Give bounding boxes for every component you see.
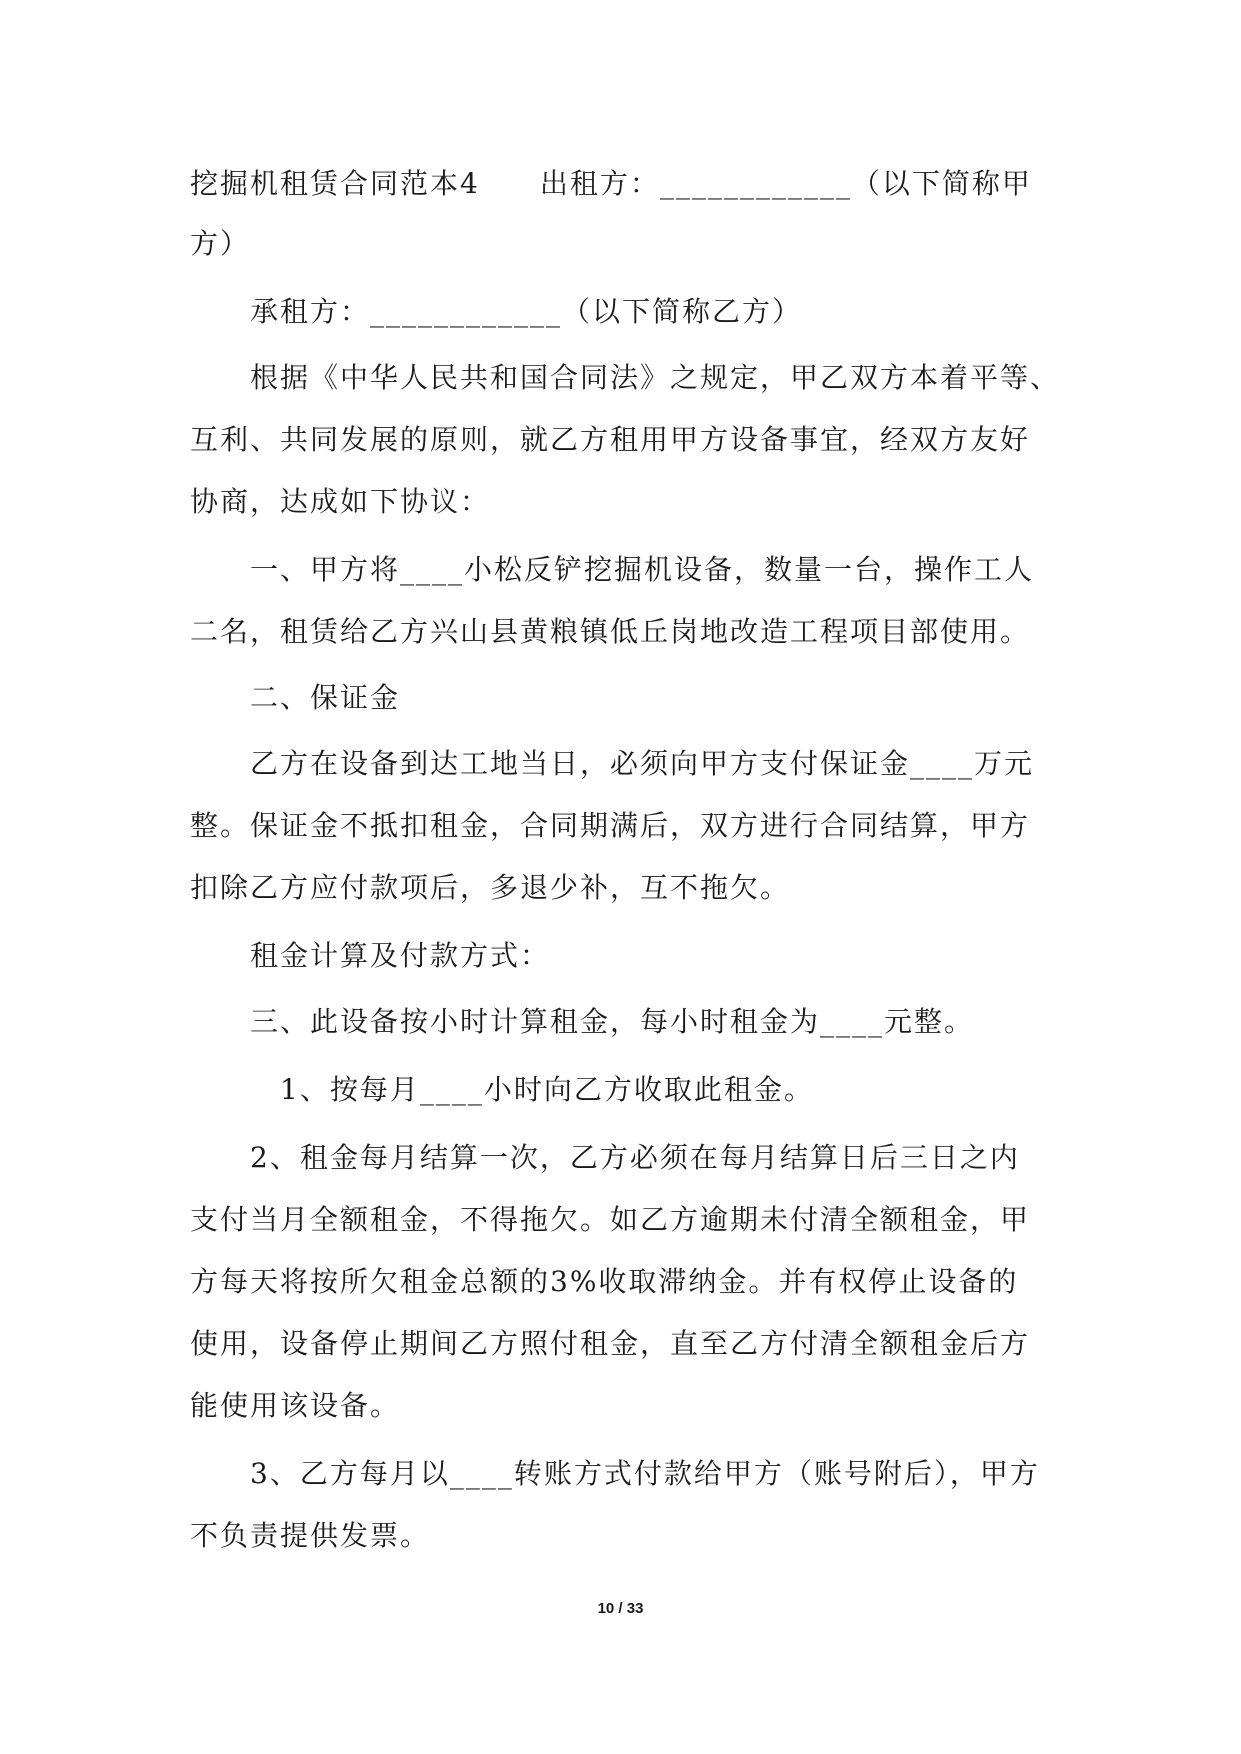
- text-line: 承租方：____________（以下简称乙方）: [190, 295, 803, 328]
- text-line: 3、乙方每月以____转账方式付款给甲方（账号附后），甲方: [190, 1457, 1040, 1490]
- text-line: 二、保证金: [190, 681, 401, 714]
- text-line: 2、租金每月结算一次，乙方必须在每月结算日后三日之内: [190, 1141, 1020, 1174]
- text-line: 使用，设备停止期间乙方照付租金，直至乙方付清全额租金后方: [190, 1327, 1031, 1360]
- text-line: 整。保证金不抵扣租金，合同期满后，双方进行合同结算，甲方: [190, 809, 1031, 842]
- text-line: 二名，租赁给乙方兴山县黄粮镇低丘岗地改造工程项目部使用。: [190, 615, 1031, 648]
- text-line: 方每天将按所欠租金总额的3%收取滞纳金。并有权停止设备的: [190, 1265, 1019, 1298]
- text-line: 方）: [190, 227, 251, 260]
- text-line: 1、按每月____小时向乙方收取此租金。: [190, 1073, 814, 1106]
- text-line: 乙方在设备到达工地当日，必须向甲方支付保证金____万元: [190, 747, 1035, 780]
- text-line: 能使用该设备。: [190, 1389, 401, 1422]
- text-line: 根据《中华人民共和国合同法》之规定，甲乙双方本着平等、: [190, 361, 1061, 394]
- text-line: 挖掘机租赁合同范本4 出租方：____________（以下简称甲: [190, 167, 1032, 200]
- text-line: 扣除乙方应付款项后，多退少补，互不拖欠。: [190, 871, 791, 904]
- text-line: 三、此设备按小时计算租金，每小时租金为____元整。: [190, 1005, 975, 1038]
- text-line: 租金计算及付款方式：: [190, 939, 551, 972]
- text-line: 互利、共同发展的原则，就乙方租用甲方设备事宜，经双方友好: [190, 423, 1031, 456]
- text-line: 一、甲方将____小松反铲挖掘机设备，数量一台，操作工人: [190, 553, 1035, 586]
- text-line: 不负责提供发票。: [190, 1519, 431, 1552]
- text-line: 协商，达成如下协议：: [190, 485, 491, 518]
- text-line: 支付当月全额租金，不得拖欠。如乙方逾期未付清全额租金，甲: [190, 1203, 1031, 1236]
- page-number: 10 / 33: [597, 1600, 644, 1617]
